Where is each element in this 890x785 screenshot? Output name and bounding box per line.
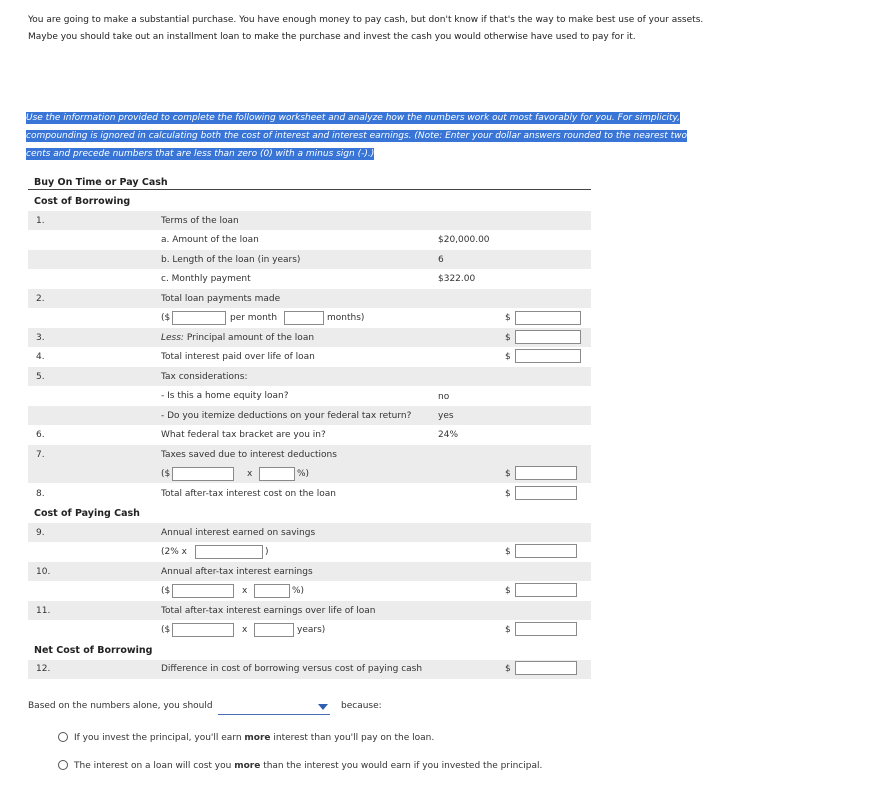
home-equity-question: - Is this a home equity loan? (161, 391, 289, 401)
worksheet-title: Buy On Time or Pay Cash (34, 177, 168, 188)
section-cost-of-paying-cash: Cost of Paying Cash (34, 508, 140, 519)
row-band (28, 250, 591, 269)
instructions-line-3: cents and precede numbers that are less than zero (0) with a minus sign (-).) (26, 149, 375, 159)
paren-open-dollar: ($ (161, 469, 171, 479)
difference-in-cost-label: Difference in cost of borrowing versus cost of paying cash (161, 664, 423, 674)
row-number: 3. (36, 333, 45, 343)
monthly-payment-value: $322.00 (438, 274, 476, 284)
taxes-saved-input[interactable] (515, 466, 577, 480)
option-1-text-c: interest than you'll pay on the loan. (273, 733, 435, 743)
home-equity-value: no (438, 392, 450, 402)
option-1-emphasis: more (244, 733, 271, 743)
dollar-sign: $ (505, 664, 511, 674)
row-number: 12. (36, 664, 51, 674)
dollar-sign: $ (505, 469, 511, 479)
taxes-saved-label: Taxes saved due to interest deductions (161, 450, 337, 460)
total-interest-paid-label: Total interest paid over life of loan (161, 352, 315, 362)
dollar-sign: $ (505, 547, 511, 557)
itemize-deductions-question: - Do you itemize deductions on your federal tax return? (161, 411, 412, 421)
section-net-cost-of-borrowing: Net Cost of Borrowing (34, 645, 153, 656)
loan-amount-value: $20,000.00 (438, 235, 490, 245)
instructions-line-1: Use the information provided to complete the following worksheet and analyze how the numbers work out most favorably for you. For simplicity, (26, 113, 681, 123)
tax-rate-input[interactable] (259, 467, 295, 481)
itemize-deductions-value: yes (438, 411, 454, 421)
less-emphasis: Less: (161, 333, 184, 343)
dollar-sign: $ (505, 333, 511, 343)
per-month-text: per month (230, 313, 278, 323)
instructions-line-2: compounding is ignored in calculating both the cost of interest and interest earnings. (Note: Enter your dollar answers rounded to the nearest two (26, 131, 688, 141)
paren-open-dollar: ($ (161, 586, 171, 596)
times-sign: x (242, 586, 248, 596)
tax-bracket-label: What federal tax bracket are you in? (161, 430, 326, 440)
dollar-sign: $ (505, 313, 511, 323)
interest-amount-input[interactable] (172, 467, 234, 481)
dollar-sign: $ (505, 352, 511, 362)
paren-close: ) (265, 547, 269, 557)
percent-close: %) (292, 586, 305, 596)
total-loan-payments-label: Total loan payments made (161, 294, 281, 304)
loan-length-value: 6 (438, 255, 444, 265)
intro-line-2: Maybe you should take out an installment loan to make the purchase and invest the cash you would otherwise have used to pay for it. (28, 32, 636, 42)
chevron-down-icon (318, 704, 328, 710)
row-band (28, 367, 591, 386)
radio-option-2-label (74, 761, 542, 771)
option-1-text-a: If you invest the principal, you'll earn (74, 733, 242, 743)
row-number: 6. (36, 430, 45, 440)
row-band (28, 211, 591, 230)
months-text: months) (327, 313, 365, 323)
dollar-sign: $ (505, 586, 511, 596)
row-number: 5. (36, 372, 45, 382)
dollar-sign: $ (505, 489, 511, 499)
principal-amount-label (161, 333, 314, 343)
conclusion-prefix: Based on the numbers alone, you should (28, 701, 213, 711)
principal-amount-input[interactable] (515, 330, 581, 344)
row-number: 11. (36, 606, 51, 616)
tax-bracket-value: 24% (438, 430, 459, 440)
after-tax-interest-cost-label: Total after-tax interest cost on the loan (161, 489, 336, 499)
decision-dropdown[interactable] (218, 700, 330, 715)
row-band (28, 289, 591, 308)
option-2-emphasis: more (234, 761, 261, 771)
intro-line-1: You are going to make a substantial purchase. You have enough money to pay cash, but don't know if that's the way to make best use of your assets. (28, 15, 704, 25)
payment-per-month-input[interactable] (172, 311, 226, 325)
intro-text (28, 12, 703, 46)
annual-interest-earned-label: Annual interest earned on savings (161, 528, 316, 538)
section-cost-of-borrowing: Cost of Borrowing (34, 196, 131, 207)
after-tax-rate-input[interactable] (254, 584, 290, 598)
annual-after-tax-earnings-input[interactable] (515, 583, 577, 597)
after-tax-interest-earnings-label: Annual after-tax interest earnings (161, 567, 313, 577)
principal-amount-text: Principal amount of the loan (186, 333, 315, 343)
paren-open-dollar: ($ (161, 625, 171, 635)
row-number: 7. (36, 450, 45, 460)
savings-amount-input[interactable] (195, 545, 263, 559)
row-number: 9. (36, 528, 45, 538)
times-sign: x (247, 469, 253, 479)
total-after-tax-earnings-label: Total after-tax interest earnings over life of loan (161, 606, 376, 616)
loan-amount-label: a. Amount of the loan (161, 235, 259, 245)
radio-option-2[interactable] (58, 760, 68, 770)
after-tax-interest-cost-input[interactable] (515, 486, 577, 500)
annual-interest-earned-input[interactable] (515, 544, 577, 558)
paren-open-dollar: ($ (161, 313, 171, 323)
option-2-text-a: The interest on a loan will cost you (74, 761, 232, 771)
row-number: 2. (36, 294, 45, 304)
years-text: years) (297, 625, 326, 635)
option-2-text-c: than the interest you would earn if you invested the principal. (263, 761, 543, 771)
radio-option-1-label (74, 733, 434, 743)
tax-considerations-label: Tax considerations: (161, 372, 248, 382)
total-loan-payments-input[interactable] (515, 311, 581, 325)
title-divider (28, 189, 591, 190)
row-number: 1. (36, 216, 45, 226)
annual-earnings-input[interactable] (172, 623, 234, 637)
difference-in-cost-input[interactable] (515, 661, 577, 675)
times-sign: x (242, 625, 248, 635)
number-of-months-input[interactable] (284, 311, 324, 325)
row-number: 10. (36, 567, 51, 577)
conclusion-suffix: because: (341, 701, 382, 711)
dollar-sign: $ (505, 625, 511, 635)
percent-close: %) (297, 469, 310, 479)
row-number: 4. (36, 352, 45, 362)
total-after-tax-earnings-input[interactable] (515, 622, 577, 636)
rate-times-text: (2% x (161, 547, 187, 557)
monthly-payment-label: c. Monthly payment (161, 274, 251, 284)
terms-of-loan-label: Terms of the loan (161, 216, 239, 226)
total-interest-paid-input[interactable] (515, 349, 581, 363)
loan-length-label: b. Length of the loan (in years) (161, 255, 301, 265)
row-number: 8. (36, 489, 45, 499)
radio-option-1[interactable] (58, 732, 68, 742)
annual-earnings-amount-input[interactable] (172, 584, 234, 598)
number-of-years-input[interactable] (254, 623, 294, 637)
